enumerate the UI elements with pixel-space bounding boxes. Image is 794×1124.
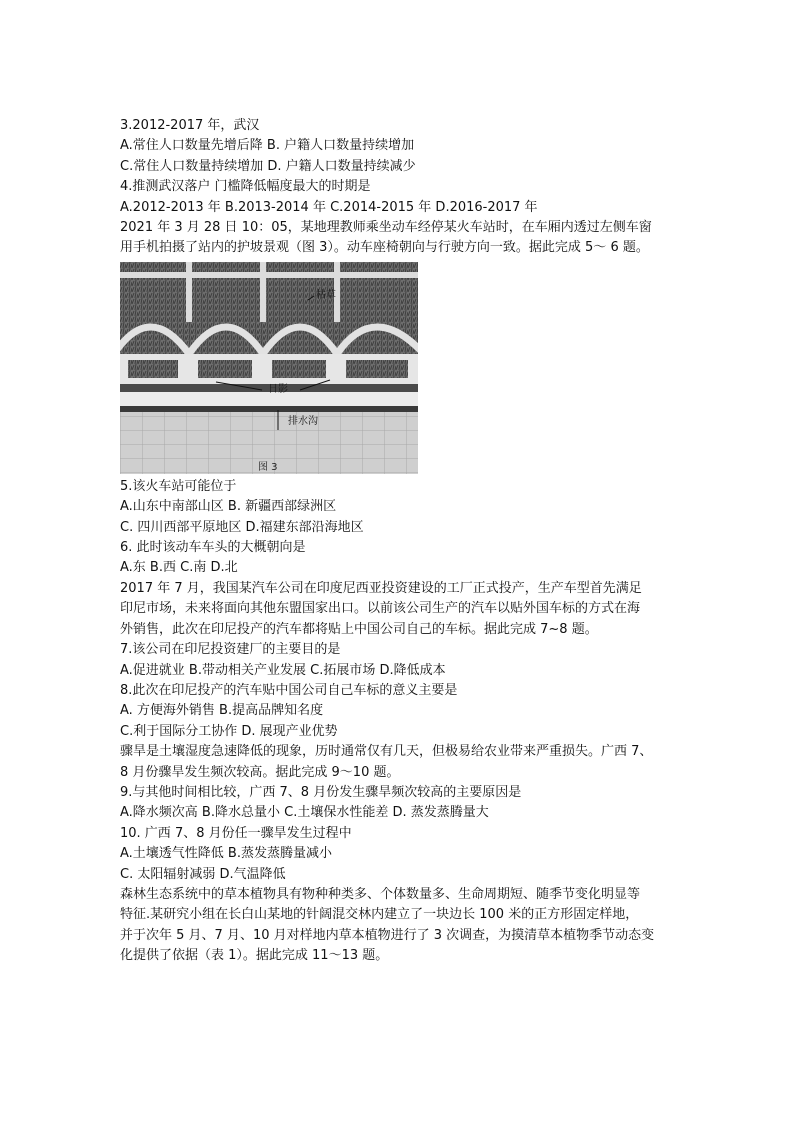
figure-label-shadow: 日影 — [268, 383, 288, 395]
question-10-options-cd: C. 太阳辐射减弱 D.气温降低 — [120, 866, 286, 882]
passage-1-line-1: 2021 年 3 月 28 日 10：05，某地理教师乘坐动车经停某火车站时，在车厢内透过左侧车窗 — [120, 220, 652, 236]
figure-label-dry-grass: 枯草 — [316, 289, 336, 301]
question-5-options-cd: C. 四川西部平原地区 D.福建东部沿海地区 — [120, 519, 364, 535]
passage-4-line-3: 并于次年 5 月、7 月、10 月对样地内草本植物进行了 3 次调查，为摸清草本植物季节动态变 — [120, 927, 655, 943]
question-4-options: A.2012-2013 年 B.2013-2014 年 C.2014-2015 年 D.2016-2017 年 — [120, 199, 538, 215]
question-4-stem: 4.推测武汉落户 门槛降低幅度最大的时期是 — [120, 179, 371, 195]
question-7-options: A.促进就业 B.带动相关产业发展 C.拓展市场 D.降低成本 — [120, 662, 446, 678]
question-9-stem: 9.与其他时间相比较，广西 7、8 月份发生骤旱频次较高的主要原因是 — [120, 784, 522, 800]
figure-3-photo — [120, 262, 418, 474]
passage-2-line-3: 外销售，此次在印尼投产的汽车都将贴上中国公司自己的车标。据此完成 7~8 题。 — [120, 621, 598, 637]
question-8-options-cd: C.利于国际分工协作 D. 展现产业优势 — [120, 723, 338, 739]
passage-4-line-4: 化提供了依据（表 1）。据此完成 11～13 题。 — [120, 948, 389, 964]
question-6-options: A.东 B.西 C.南 D.北 — [120, 560, 238, 576]
question-6-stem: 6. 此时该动车车头的大概朝向是 — [120, 540, 306, 556]
slope-photo-illustration — [120, 262, 418, 474]
passage-3-line-2: 8 月份骤旱发生频次较高。据此完成 9～10 题。 — [120, 764, 400, 780]
figure-label-drainage-ditch: 排水沟 — [288, 415, 318, 427]
question-5-stem: 5.该火车站可能位于 — [120, 478, 237, 494]
figure-caption: 图 3 — [258, 461, 278, 473]
passage-1-line-2: 用手机拍摄了站内的护坡景观（图 3）。动车座椅朝向与行驶方向一致。据此完成 5～ 6 题。 — [120, 240, 649, 256]
question-3-options-ab: A.常住人口数量先增后降 B. 户籍人口数量持续增加 — [120, 138, 415, 154]
question-10-options-ab: A.土壤透气性降低 B.蒸发蒸腾量减小 — [120, 846, 332, 862]
question-10-stem: 10. 广西 7、8 月份任一骤旱发生过程中 — [120, 825, 352, 841]
question-3-stem: 3.2012-2017 年，武汉 — [120, 118, 260, 133]
question-8-options-ab: A. 方便海外销售 B.提高品牌知名度 — [120, 703, 324, 719]
question-7-stem: 7.该公司在印尼投资建厂的主要目的是 — [120, 642, 341, 658]
document-content — [120, 116, 690, 967]
question-8-stem: 8.此次在印尼投产的汽车贴中国公司自己车标的意义主要是 — [120, 682, 458, 698]
question-3-options-cd: C.常住人口数量持续增加 D. 户籍人口数量持续减少 — [120, 158, 416, 174]
question-5-options-ab: A.山东中南部山区 B. 新疆西部绿洲区 — [120, 499, 337, 515]
passage-2-line-1: 2017 年 7 月，我国某汽车公司在印度尼西亚投资建设的工厂正式投产，生产车型首先满足 — [120, 580, 642, 596]
passage-4-line-2: 特征.某研究小组在长白山某地的针阔混交林内建立了一块边长 100 米的正方形固定样地， — [120, 907, 639, 923]
passage-2-line-2: 印尼市场，未来将面向其他东盟国家出口。以前该公司生产的汽车以贴外国车标的方式在海 — [120, 601, 641, 617]
passage-4-line-1: 森林生态系统中的草本植物具有物种种类多、个体数量多、生命周期短、随季节变化明显等 — [120, 886, 641, 902]
passage-3-line-1: 骤旱是土壤湿度急速降低的现象，历时通常仅有几天，但极易给农业带来严重损失。广西 7、 — [120, 744, 653, 760]
question-9-options: A.降水频次高 B.降水总量小 C.土壤保水性能差 D. 蒸发蒸腾量大 — [120, 805, 489, 821]
